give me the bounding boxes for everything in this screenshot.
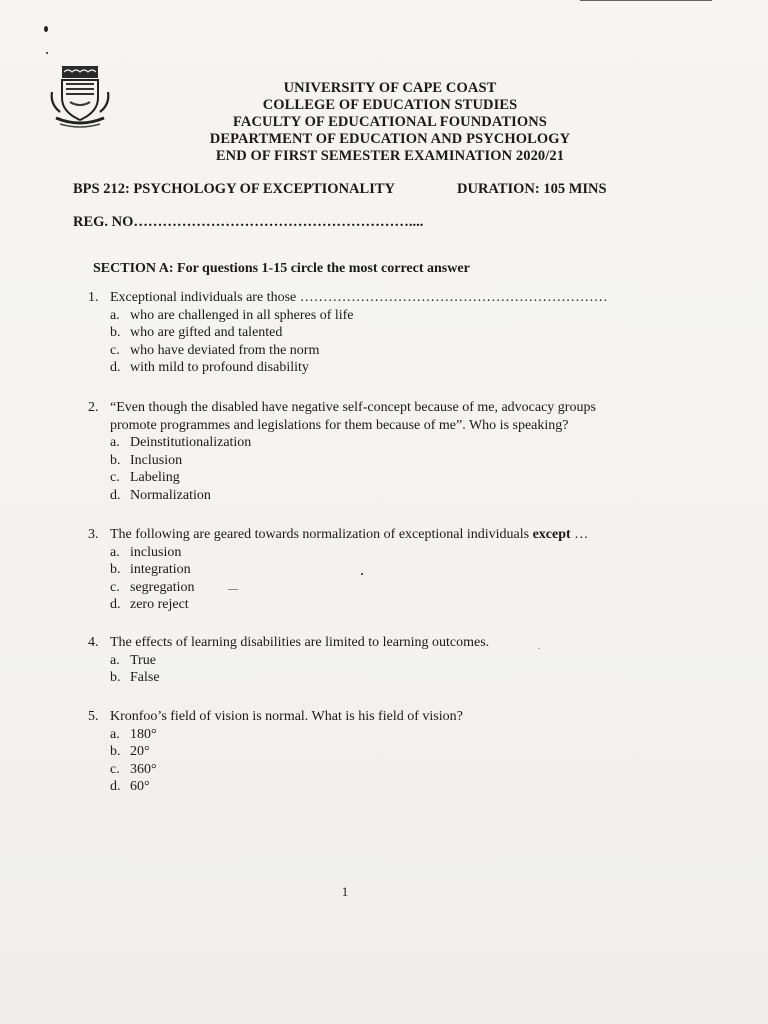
exam-duration: DURATION: 105 MINS — [457, 181, 607, 197]
exam-title: END OF FIRST SEMESTER EXAMINATION 2020/21 — [215, 148, 565, 164]
option-a: a. 180° — [110, 726, 157, 742]
question-text: Kronfoo’s field of vision is normal. What is his field of vision? — [110, 709, 463, 724]
question-number: 1. — [88, 290, 99, 305]
exam-header — [120, 80, 660, 165]
option-d: d. with mild to profound disability — [110, 360, 309, 375]
university-crest-icon — [48, 64, 112, 130]
question-number: 2. — [88, 400, 99, 415]
question-number: 4. — [88, 635, 99, 650]
option-c: c. 360° — [110, 761, 157, 777]
question-text: “Even though the disabled have negative self-concept because of me, advocacy groups — [110, 400, 596, 415]
option-b: b. 20° — [110, 744, 150, 759]
option-a: a. Deinstitutionalization — [110, 435, 252, 450]
option-d: d. zero reject — [110, 597, 189, 612]
question-text-cont: promote programmes and legislations for them because of me”. Who is speaking? — [110, 417, 569, 433]
option-d: d. 60° — [110, 779, 150, 794]
scan-speck — [44, 26, 48, 32]
question-text-suffix: … — [570, 527, 589, 542]
question-text: The effects of learning disabilities are limited to learning outcomes. — [110, 635, 490, 650]
top-scan-rule — [580, 0, 712, 1]
question-1 — [88, 289, 608, 377]
scan-speck — [46, 52, 48, 54]
scan-speck — [361, 573, 363, 575]
question-number: 5. — [88, 709, 99, 724]
option-c: c. segregation — [110, 579, 195, 595]
question-5 — [88, 708, 463, 796]
section-a-instruction: SECTION A: For questions 1-15 circle the most correct answer — [93, 261, 470, 276]
question-text-emphasis: except — [532, 527, 571, 542]
pencil-mark — [228, 589, 238, 590]
question-3 — [88, 526, 588, 614]
option-b: b. False — [110, 670, 160, 685]
option-b: b. integration — [110, 562, 191, 577]
page-number: 1 — [341, 884, 349, 899]
question-4 — [88, 634, 489, 687]
reg-no-field: REG. NO………………………………………………….... — [73, 214, 424, 230]
option-a: a. True — [110, 652, 156, 668]
option-a: a. who are challenged in all spheres of life — [110, 307, 354, 323]
option-c: c. who have deviated from the norm — [110, 342, 320, 358]
college-name: COLLEGE OF EDUCATION STUDIES — [262, 97, 518, 113]
scan-speck — [538, 648, 540, 649]
option-b: b. who are gifted and talented — [110, 325, 283, 340]
question-number: 3. — [88, 527, 99, 542]
university-name: UNIVERSITY OF CAPE COAST — [283, 80, 497, 96]
faculty-name: FACULTY OF EDUCATIONAL FOUNDATIONS — [233, 114, 547, 130]
option-a: a. inclusion — [110, 544, 182, 560]
question-text: Exceptional individuals are those ………………………………………………………… — [110, 290, 608, 305]
question-text: The following are geared towards normalization of exceptional individuals — [110, 527, 533, 542]
option-d: d. Normalization — [110, 487, 211, 503]
course-title: BPS 212: PSYCHOLOGY OF EXCEPTIONALITY — [73, 181, 395, 197]
question-2 — [88, 399, 596, 504]
option-c: c. Labeling — [110, 470, 180, 485]
option-b: b. Inclusion — [110, 452, 183, 468]
department-name: DEPARTMENT OF EDUCATION AND PSYCHOLOGY — [209, 131, 571, 147]
